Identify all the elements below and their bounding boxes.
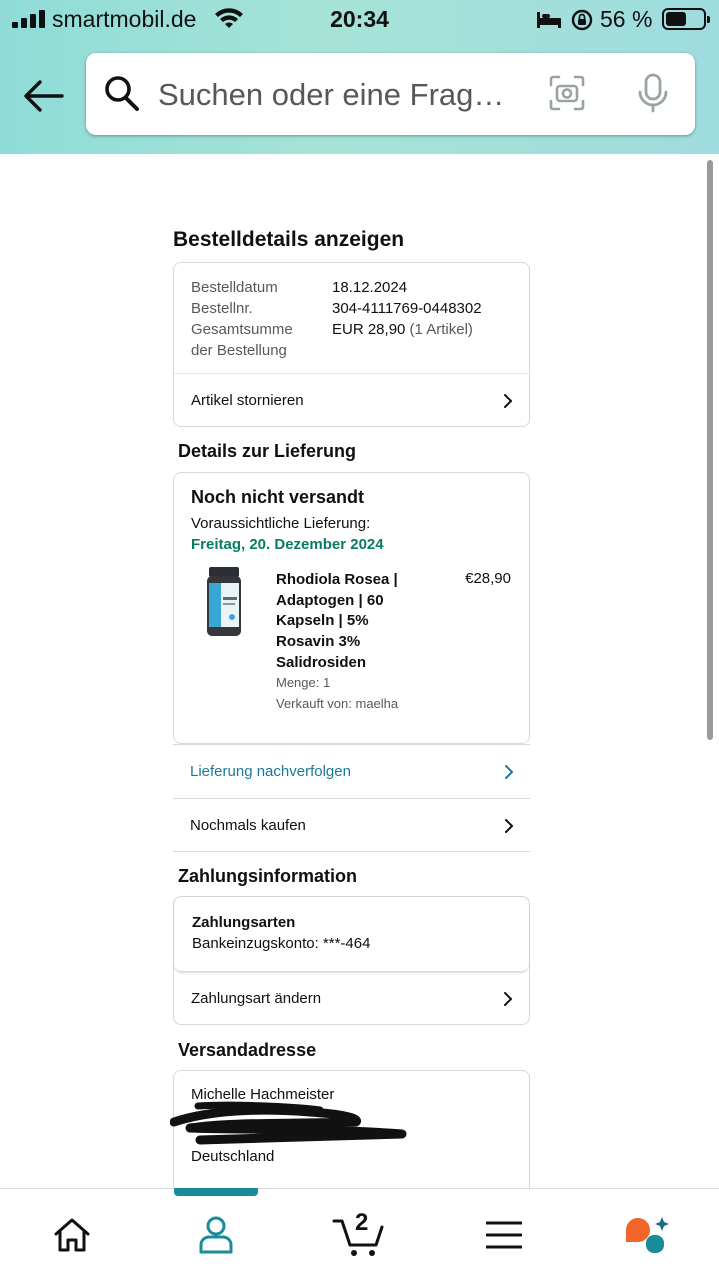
order-total-label-2: der Bestellung (191, 342, 287, 359)
battery-icon (662, 8, 706, 30)
expected-delivery-date: Freitag, 20. Dezember 2024 (191, 536, 384, 553)
buy-again-label: Nochmals kaufen (190, 817, 306, 834)
page-title: Bestelldetails anzeigen (173, 228, 405, 251)
track-delivery-label: Lieferung nachverfolgen (190, 763, 351, 780)
recipient-country: Deutschland (191, 1148, 275, 1165)
expected-delivery-label: Voraussichtliche Lieferung: (191, 515, 371, 532)
sleep-mode-icon (536, 10, 562, 30)
product-title-line: Kapseln | 5% (276, 612, 369, 630)
home-icon (53, 1217, 91, 1253)
address-section-title: Versandadresse (178, 1040, 317, 1060)
nav-menu[interactable] (462, 1189, 546, 1280)
active-tab-indicator (174, 1188, 258, 1196)
order-date-value: 18.12.2024 (332, 279, 408, 296)
delivery-section-title: Details zur Lieferung (178, 441, 357, 461)
recipient-name: Michelle Hachmeister (191, 1086, 335, 1103)
order-item-count: (1 Artikel) (409, 321, 473, 338)
payment-account: Bankeinzugskonto: ***-464 (192, 935, 371, 952)
camera-scan-icon[interactable] (549, 75, 585, 111)
status-bar (0, 0, 719, 40)
microphone-icon[interactable] (636, 73, 670, 113)
chevron-right-icon (504, 818, 514, 834)
product-title-link[interactable] (276, 570, 426, 674)
cancel-items-link[interactable] (174, 374, 529, 427)
cancel-items-label: Artikel stornieren (191, 392, 304, 409)
redaction-scribble (170, 1100, 410, 1146)
top-bar (0, 0, 719, 154)
product-quantity: Menge: 1 (276, 675, 331, 690)
order-date-label: Bestelldatum (191, 279, 278, 296)
search-icon (104, 75, 140, 113)
order-number-value: 304-4111769-0448302 (332, 300, 482, 317)
payment-methods-title: Zahlungsarten (192, 914, 296, 931)
ai-assistant-icon (622, 1215, 670, 1255)
product-title-line: Salidrosiden (276, 653, 367, 671)
product-title-line: Adaptogen | 60 (276, 591, 384, 609)
clock: 20:34 (330, 6, 389, 32)
payment-methods-box (174, 897, 529, 972)
search-bar[interactable] (86, 53, 695, 135)
menu-icon (486, 1221, 522, 1249)
payment-card (173, 896, 530, 1025)
carrier-name: smartmobil.de (52, 6, 197, 32)
nav-account[interactable] (174, 1189, 258, 1280)
battery-percent: 56 % (600, 6, 653, 32)
nav-home[interactable] (30, 1189, 114, 1280)
buy-again-link[interactable] (173, 799, 530, 852)
payment-section-title: Zahlungsinformation (178, 866, 357, 886)
order-total-value (332, 321, 473, 338)
delivery-card (173, 472, 530, 744)
product-title-line: Rosavin 3% (276, 633, 361, 651)
order-total-amount: EUR 28,90 (332, 321, 406, 338)
product-seller: Verkauft von: maelha (276, 696, 399, 711)
order-summary-card (173, 262, 530, 427)
rotation-lock-icon (570, 8, 594, 32)
product-image[interactable] (204, 565, 244, 639)
nav-assistant[interactable] (604, 1189, 688, 1280)
chevron-right-icon (503, 393, 513, 409)
product-price: €28,90 (465, 570, 511, 587)
nav-cart[interactable] (318, 1189, 402, 1280)
order-total-label-1: Gesamtsumme (191, 321, 293, 338)
chevron-right-icon (503, 991, 513, 1007)
back-arrow-icon[interactable] (22, 78, 64, 114)
track-delivery-link[interactable] (173, 745, 530, 798)
scrollbar[interactable] (707, 160, 713, 740)
person-icon (198, 1215, 234, 1255)
change-payment-label: Zahlungsart ändern (191, 990, 322, 1007)
cart-count-badge: 2 (355, 1209, 369, 1236)
bottom-navigation (0, 1188, 719, 1280)
divider (173, 851, 530, 852)
shipping-status: Noch nicht versandt (191, 487, 365, 507)
product-title-line: Rhodiola Rosea | (276, 571, 398, 588)
change-payment-link[interactable] (174, 972, 529, 1025)
battery-fill (666, 12, 686, 26)
chevron-right-icon (504, 764, 514, 780)
search-input[interactable]: Suchen oder eine Frag… (158, 77, 505, 112)
order-number-label: Bestellnr. (191, 300, 253, 317)
